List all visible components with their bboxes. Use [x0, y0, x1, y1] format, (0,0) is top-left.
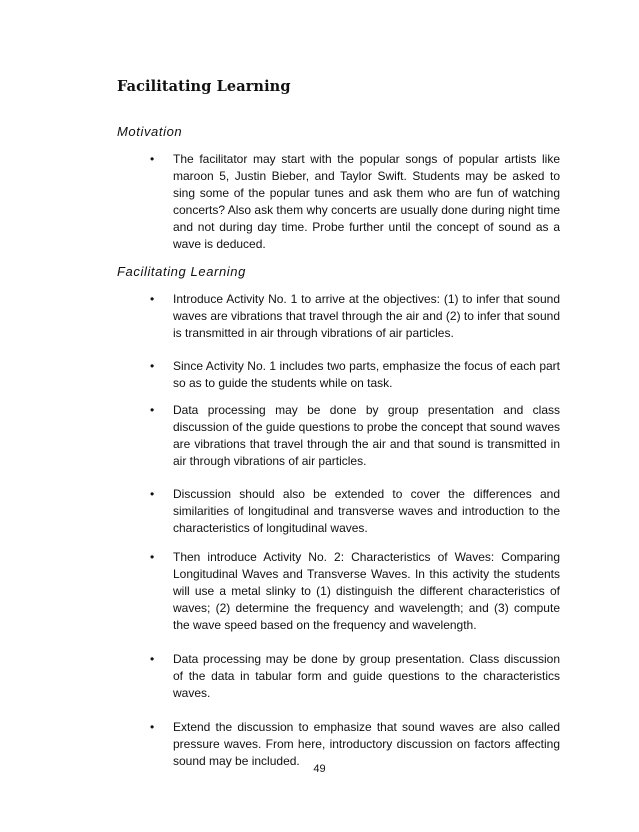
list-item-text: Then introduce Activity No. 2: Characteristics of Waves: Comparing Longitudinal Waves and Transverse Waves. In this activity the students will use a metal slinky to (1) distinguish the different characteristics of waves; (2) determine the frequency and wavelength; and (3) compute the wave speed based on the frequency and wavelength.	[173, 550, 560, 632]
bullet-icon: •	[150, 720, 155, 734]
list-item-text: Discussion should also be extended to cover the differences and similarities of longitudinal and transverse waves and introduction to the characteristics of longitudinal waves.	[173, 487, 560, 535]
motivation-bullet-list	[150, 151, 560, 253]
bullet-icon: •	[150, 152, 155, 166]
section-heading-motivation: Motivation	[117, 124, 183, 139]
bullet-icon: •	[150, 550, 155, 564]
list-item-text: Data processing may be done by group presentation and class discussion of the guide questions to probe the concept that sound waves are vibrations that travel through the air and that sound is transmitted in air through vibrations of air particles.	[173, 403, 560, 468]
list-item-text: Data processing may be done by group presentation. Class discussion of the data in tabular form and guide questions to the characteristics waves.	[173, 652, 560, 700]
list-item	[150, 549, 560, 634]
facilitating-bullet-list	[150, 291, 560, 770]
bullet-icon: •	[150, 403, 155, 417]
page-title: Facilitating Learning	[117, 78, 291, 95]
list-item	[150, 291, 560, 342]
list-item	[150, 486, 560, 537]
list-item	[150, 402, 560, 470]
list-item-text: Since Activity No. 1 includes two parts, emphasize the focus of each part so as to guide the students while on task.	[173, 359, 560, 390]
list-item-text: The facilitator may start with the popular songs of popular artists like maroon 5, Justin Bieber, and Taylor Swift. Students may be asked to sing some of the popular tunes and ask them who are fun of watching concerts? Also ask them why concerts are usually done during night time and not during day time. Probe further until the concept of sound as a wave is deduced.	[173, 152, 560, 251]
list-item-text: Extend the discussion to emphasize that sound waves are also called pressure waves. From here, introductory discussion on factors affecting sound may be included.	[173, 720, 560, 768]
list-item-text: Introduce Activity No. 1 to arrive at the objectives: (1) to infer that sound waves are vibrations that travel through the air and (2) to infer that sound is transmitted in air through vibrations of air particles.	[173, 292, 560, 340]
list-item	[150, 151, 560, 253]
bullet-icon: •	[150, 652, 155, 666]
section-heading-facilitating-learning: Facilitating Learning	[117, 264, 246, 279]
page-number: 49	[313, 763, 326, 775]
list-item	[150, 651, 560, 702]
bullet-icon: •	[150, 487, 155, 501]
bullet-icon: •	[150, 359, 155, 373]
bullet-icon: •	[150, 292, 155, 306]
list-item	[150, 358, 560, 392]
